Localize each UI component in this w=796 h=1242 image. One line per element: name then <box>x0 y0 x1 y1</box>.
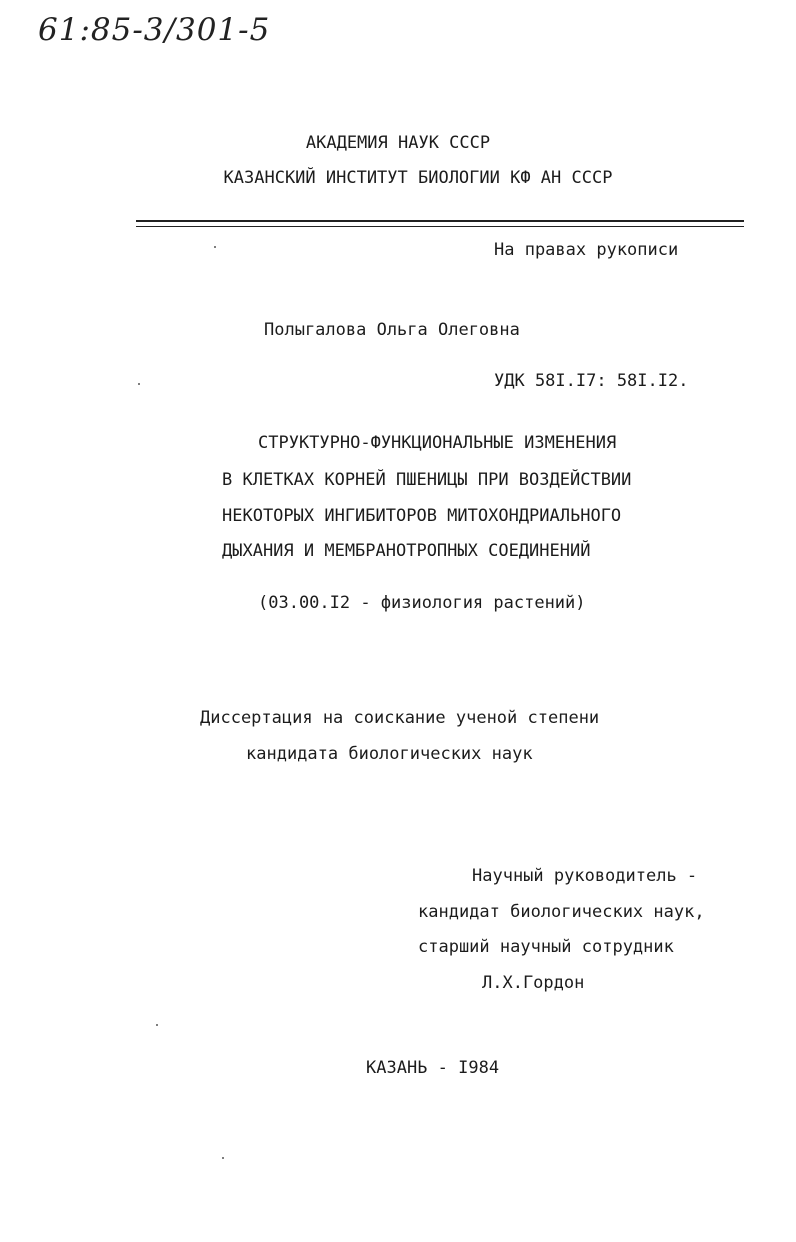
scan-speck <box>214 246 216 248</box>
academy-name: АКАДЕМИЯ НАУК СССР <box>305 133 491 153</box>
header-rule-top <box>136 220 744 222</box>
supervisor-degree: кандидат биологических наук, <box>418 902 705 922</box>
title-line-3: НЕКОТОРЫХ ИНГИБИТОРОВ МИТОХОНДРИАЛЬНОГО <box>222 506 622 526</box>
supervisor-position: старший научный сотрудник <box>418 937 674 957</box>
supervisor-name: Л.Х.Гордон <box>482 973 585 993</box>
dissertation-line-2: кандидата биологических наук <box>246 744 533 764</box>
scan-speck <box>222 1157 224 1159</box>
city-year: КАЗАНЬ - I984 <box>366 1058 500 1078</box>
title-line-1: СТРУКТУРНО-ФУНКЦИОНАЛЬНЫЕ ИЗМЕНЕНИЯ <box>258 433 617 453</box>
title-line-2: В КЛЕТКАХ КОРНЕЙ ПШЕНИЦЫ ПРИ ВОЗДЕЙСТВИИ <box>222 470 632 490</box>
specialty-code: (03.00.I2 - физиология растений) <box>258 593 586 613</box>
udc-code: УДК 58I.I7: 58I.I2. <box>494 371 689 391</box>
scan-speck <box>138 383 140 385</box>
manuscript-rights-note: На правах рукописи <box>494 240 679 260</box>
supervisor-role: Научный руководитель - <box>472 866 698 886</box>
institute-name: КАЗАНСКИЙ ИНСТИТУТ БИОЛОГИИ КФ АН СССР <box>223 168 613 188</box>
dissertation-line-1: Диссертация на соискание ученой степени <box>200 708 600 728</box>
scan-speck <box>156 1024 158 1026</box>
header-rule-bottom <box>136 226 744 227</box>
author-name: Полыгалова Ольга Олеговна <box>264 320 520 340</box>
handwritten-archive-code: 61:85-3/301-5 <box>38 12 271 48</box>
title-line-4: ДЫХАНИЯ И МЕМБРАНОТРОПНЫХ СОЕДИНЕНИЙ <box>222 541 591 561</box>
